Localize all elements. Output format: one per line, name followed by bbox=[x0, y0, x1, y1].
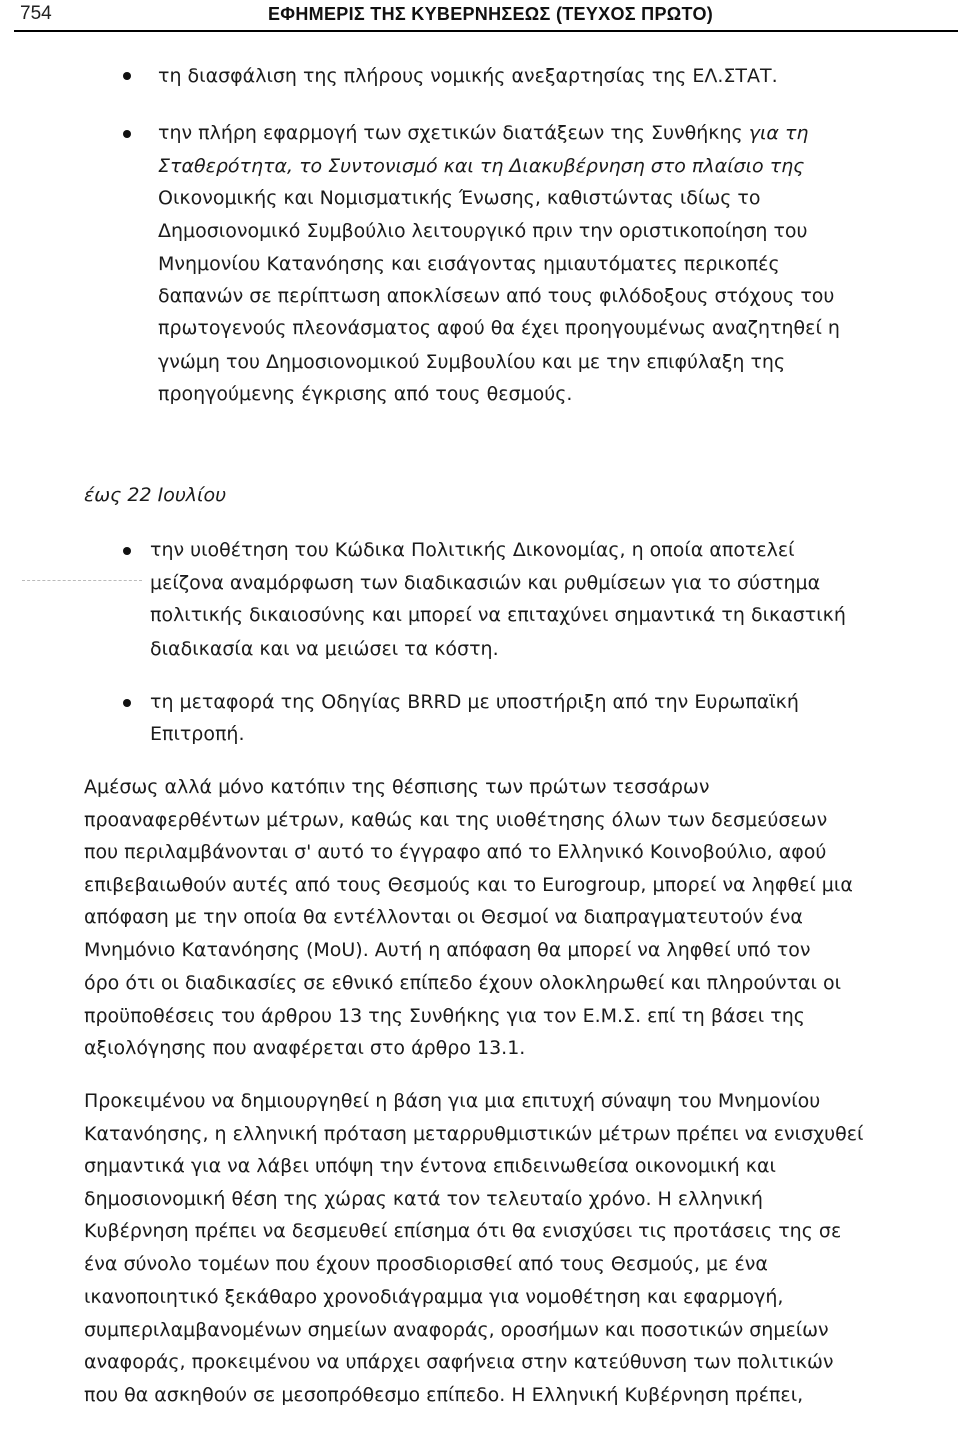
paragraph-line: απόφαση με την οποία θα εντέλλονται οι Θεσμοί να διαπραγματευτούν ένα bbox=[84, 906, 803, 928]
bullet-dot bbox=[123, 547, 131, 555]
bullet-line: δαπανών σε περίπτωση αποκλίσεων από τους φιλόδοξους στόχους του bbox=[158, 285, 835, 307]
paragraph-line: αναφοράς, προκειμένου να υπάρχει σαφήνεια στην κατεύθυνση των πολιτικών bbox=[84, 1351, 834, 1373]
paragraph-line: ένα σύνολο τομέων που έχουν προσδιορισθεί από τους Θεσμούς, με ένα bbox=[84, 1253, 768, 1275]
gazette-title: ΕΦΗΜΕΡΙΣ ΤΗΣ ΚΥΒΕΡΝΗΣΕΩΣ (ΤΕΥΧΟΣ ΠΡΩΤΟ) bbox=[268, 4, 714, 24]
paragraph-line: όρο ότι οι διαδικασίες σε εθνικό επίπεδο έχουν ολοκληρωθεί και πληρούνται οι bbox=[84, 972, 842, 994]
bullet-line: Επιτροπή. bbox=[150, 723, 245, 745]
bullet-line: Δημοσιονομικό Συμβούλιο λειτουργικό πριν την οριστικοποίηση του bbox=[158, 220, 808, 242]
paragraph-line: προαναφερθέντων μέτρων, καθώς και της υιοθέτησης όλων των δεσμεύσεων bbox=[84, 809, 828, 831]
bullet-dot bbox=[123, 72, 131, 80]
page-number: 754 bbox=[20, 3, 52, 24]
bullet-line: πρωτογενούς πλεονάσματος αφού θα έχει προηγουμένως αναζητηθεί η bbox=[158, 317, 840, 339]
bullet-line: διαδικασία και να μειώσει τα κόστη. bbox=[150, 638, 499, 660]
scan-artifact-divider bbox=[22, 580, 142, 581]
bullet-line: προηγούμενης έγκρισης από τους θεσμούς. bbox=[158, 383, 573, 405]
bullet-line: τη μεταφορά της Οδηγίας BRRD με υποστήριξη από την Ευρωπαϊκή bbox=[150, 691, 799, 713]
paragraph-line: σημαντικά για να λάβει υπόψη την έντονα επιδεινωθείσα οικονομική και bbox=[84, 1155, 776, 1177]
bullet-line bbox=[158, 154, 804, 178]
bullet-dot bbox=[123, 699, 131, 707]
paragraph-line: Προκειμένου να δημιουργηθεί η βάση για μια επιτυχή σύναψη του Μνημονίου bbox=[84, 1090, 821, 1112]
paragraph-line: Κατανόησης, η ελληνική πρόταση μεταρρυθμιστικών μέτρων πρέπει να ενισχυθεί bbox=[84, 1123, 864, 1145]
paragraph-line: επιβεβαιωθούν αυτές από τους Θεσμούς και το Eurogroup, μπορεί να ληφθεί μια bbox=[84, 874, 853, 896]
bullet-line: την υιοθέτηση του Κώδικα Πολιτικής Δικονομίας, η οποία αποτελεί bbox=[150, 539, 795, 561]
bullet-line: Οικονομικής και Νομισματικής Ένωσης, καθιστώντας ιδίως το bbox=[158, 187, 761, 209]
paragraph-line: που θα ασκηθούν σε μεσοπρόθεσμο επίπεδο. Η Ελληνική Κυβέρνηση πρέπει, bbox=[84, 1384, 804, 1406]
paragraph-line: δημοσιονομική θέση της χώρας κατά τον τελευταίο χρόνο. Η ελληνική bbox=[84, 1188, 763, 1210]
paragraph-line: Μνημόνιο Κατανόησης (MoU). Αυτή η απόφαση θα μπορεί να ληφθεί υπό τον bbox=[84, 939, 811, 961]
bullet-line: πολιτικής δικαιοσύνης και μπορεί να επιταχύνει σημαντικά τη δικαστική bbox=[150, 604, 846, 626]
bullet-line: τη διασφάλιση της πλήρους νομικής ανεξαρτησίας της ΕΛ.ΣΤΑΤ. bbox=[158, 65, 778, 87]
bullet-text: την πλήρη εφαρμογή των σχετικών διατάξεων της Συνθήκης bbox=[158, 122, 743, 144]
bullet-text: Σταθερότητα, το Συντονισμό και τη Διακυβέρνηση στο πλαίσιο της bbox=[158, 155, 805, 177]
bullet-line: γνώμη του Δημοσιονομικού Συμβουλίου και με την επιφύλαξη της bbox=[158, 351, 786, 373]
bullet-line: μείζονα αναμόρφωση των διαδικασιών και ρυθμίσεων για το σύστημα bbox=[150, 572, 821, 594]
paragraph-line: ικανοποιητικό ξεκάθαρο χρονοδιάγραμμα για νομοθέτηση και εφαρμογή, bbox=[84, 1286, 784, 1308]
paragraph-line: αξιολόγησης που αναφέρεται στο άρθρο 13.1. bbox=[84, 1037, 526, 1059]
paragraph-line: Αμέσως αλλά μόνο κατόπιν της θέσπισης των πρώτων τεσσάρων bbox=[84, 776, 710, 798]
paragraph-line: συμπεριλαμβανομένων σημείων αναφοράς, οροσήμων και ποσοτικών σημείων bbox=[84, 1319, 829, 1341]
paragraph-line: Κυβέρνηση πρέπει να δεσμευθεί επίσημα ότι θα ενισχύσει τις προτάσεις της σε bbox=[84, 1220, 842, 1242]
deadline-heading: έως 22 Ιουλίου bbox=[84, 484, 227, 506]
bullet-line bbox=[158, 121, 834, 145]
gazette-header bbox=[14, 0, 958, 32]
bullet-dot bbox=[123, 130, 131, 138]
bullet-line: Μνημονίου Κατανόησης και εισάγοντας ημιαυτόματες περικοπές bbox=[158, 253, 780, 275]
bullet-italic-text: για τη bbox=[748, 122, 809, 144]
paragraph-line: που περιλαμβάνονται σ' αυτό το έγγραφο από το Ελληνικό Κοινοβούλιο, αφού bbox=[84, 841, 827, 863]
paragraph-line: προϋποθέσεις του άρθρου 13 της Συνθήκης για τον Ε.Μ.Σ. επί τη βάσει της bbox=[84, 1005, 805, 1027]
